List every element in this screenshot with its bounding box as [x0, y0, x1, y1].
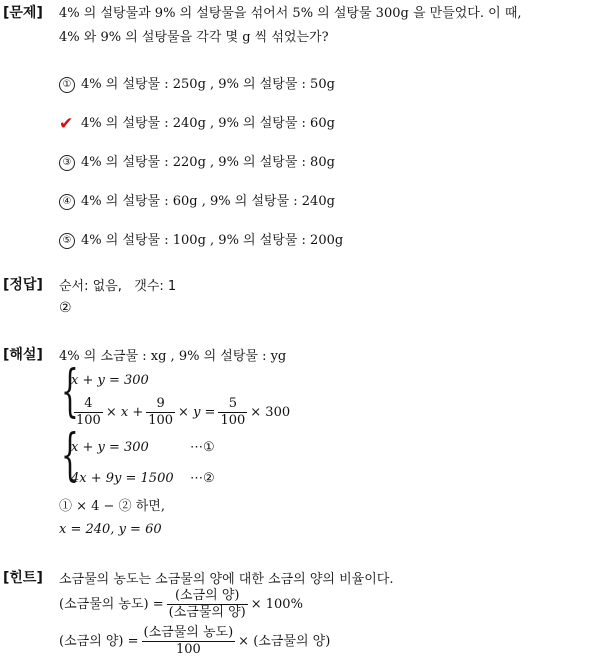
option-4[interactable] — [59, 190, 335, 210]
checkmark-icon: ✔ — [59, 113, 74, 134]
fraction-salt-amount: $\frac{\text{(소금물의 농도)}}{100}$ — [143, 625, 234, 657]
hint-label: [힌트] — [3, 570, 43, 586]
system2-brace: { — [61, 423, 79, 488]
option-2[interactable] — [59, 112, 335, 134]
option-3-text: 4% 의 설탕물 : 220g , 9% 의 설탕물 : 80g — [81, 155, 335, 170]
option-4-marker: ④ — [59, 194, 75, 210]
hint-formula-2: (소금의 양) = $\frac{\text{(소금물의 농도)}}{100}$ × (소금물의 양) — [59, 625, 331, 657]
option-5[interactable] — [59, 229, 343, 249]
solution-step: ① × 4 − ② 하면, — [59, 499, 165, 514]
option-3[interactable] — [59, 151, 335, 171]
system2-eq2-tag: ⋯② — [190, 471, 215, 486]
answer-meta: 순서: 없음, 갯수: 1 — [59, 279, 177, 294]
hint-formula-1: (소금물의 농도) = $\frac{\text{(소금의 양)}}{\text{(소금물의 양)}}$ × 100% — [59, 588, 303, 620]
system1-eq2: $\frac{4}{100}$ × x + $\frac{9}{100}$ × y = $\frac{5}{100}$ × 300 — [76, 396, 291, 428]
problem-text-line1: 4% 의 설탕물과 9% 의 설탕물을 섞어서 5% 의 설탕물 300g 을 만들었다. 이 때, — [59, 6, 522, 21]
option-1-text: 4% 의 설탕물 : 250g , 9% 의 설탕물 : 50g — [81, 77, 335, 92]
option-1[interactable] — [59, 73, 335, 93]
answer-label: [정답] — [3, 277, 43, 293]
option-5-marker: ⑤ — [59, 233, 75, 249]
system1-brace: { — [61, 359, 79, 424]
option-1-marker: ① — [59, 77, 75, 93]
fraction-4-100: $\frac{4}{100}$ — [76, 396, 101, 428]
problem-text-line2: 4% 와 9% 의 설탕물을 각각 몇 g 씩 섞었는가? — [59, 30, 329, 45]
solution-result: x = 240, y = 60 — [59, 522, 162, 537]
hint-line1: 소금물의 농도는 소금물의 양에 대한 소금의 양의 비율이다. — [59, 572, 394, 587]
solution-intro: 4% 의 소금물 : xg , 9% 의 설탕물 : yg — [59, 349, 287, 364]
answer-value: ② — [59, 300, 72, 316]
system2-eq1: x + y = 300 — [71, 440, 149, 455]
option-4-text: 4% 의 설탕물 : 60g , 9% 의 설탕물 : 240g — [81, 194, 335, 209]
solution-label: [해설] — [3, 347, 43, 363]
problem-label: [문제] — [3, 5, 43, 21]
option-3-marker: ③ — [59, 155, 75, 171]
fraction-concentration: $\frac{\text{(소금의 양)}}{\text{(소금물의 양)}}$ — [168, 588, 246, 620]
system2-eq2: 4x + 9y = 1500 — [71, 471, 174, 486]
system1-eq1: x + y = 300 — [71, 373, 149, 388]
fraction-5-100: $\frac{5}{100}$ — [220, 396, 246, 428]
system2-eq1-tag: ⋯① — [190, 440, 215, 455]
option-5-text: 4% 의 설탕물 : 100g , 9% 의 설탕물 : 200g — [81, 233, 344, 248]
fraction-9-100: $\frac{9}{100}$ — [148, 396, 174, 428]
option-2-text: 4% 의 설탕물 : 240g , 9% 의 설탕물 : 60g — [81, 116, 335, 131]
